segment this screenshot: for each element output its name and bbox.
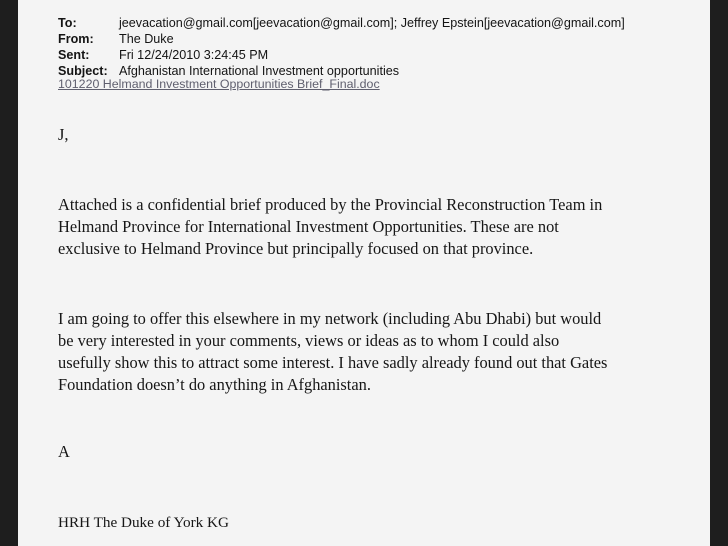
- sent-row: [58, 47, 625, 63]
- to-row: [58, 15, 625, 31]
- from-value: The Duke: [119, 32, 174, 46]
- paragraph-1-line: Helmand Province for International Investment Opportunities. These are not: [58, 217, 559, 236]
- document-page: [18, 0, 710, 546]
- sign-initial: A: [58, 442, 70, 461]
- sent-value: Fri 12/24/2010 3:24:45 PM: [119, 48, 269, 62]
- sent-label: Sent:: [58, 48, 90, 62]
- greeting: J,: [58, 125, 69, 144]
- signature: HRH The Duke of York KG: [58, 514, 229, 531]
- paragraph-2-line: Foundation doesn’t do anything in Afghanistan.: [58, 375, 371, 394]
- subject-value: Afghanistan International Investment opportunities: [119, 64, 400, 78]
- paragraph-1-line: exclusive to Helmand Province but principally focused on that province.: [58, 239, 534, 258]
- paragraph-2: [58, 308, 698, 396]
- subject-label: Subject:: [58, 64, 108, 78]
- attachment-link[interactable]: 101220 Helmand Investment Opportunities Brief_Final.doc: [58, 77, 380, 91]
- from-label: From:: [58, 32, 94, 46]
- to-value: jeevacation@gmail.com[jeevacation@gmail.com]; Jeffrey Epstein[jeevacation@gmail.com]: [119, 16, 625, 30]
- email-header: [58, 15, 625, 79]
- paragraph-1-line: Attached is a confidential brief produced by the Provincial Reconstruction Team in: [58, 195, 603, 214]
- paragraph-2-line: I am going to offer this elsewhere in my network (including Abu Dhabi) but would: [58, 309, 602, 328]
- from-row: [58, 31, 625, 47]
- paragraph-1: [58, 194, 698, 260]
- to-label: To:: [58, 16, 77, 30]
- paragraph-2-line: be very interested in your comments, views or ideas as to whom I could also: [58, 331, 560, 350]
- paragraph-2-line: usefully show this to attract some interest. I have sadly already found out that Gates: [58, 353, 608, 372]
